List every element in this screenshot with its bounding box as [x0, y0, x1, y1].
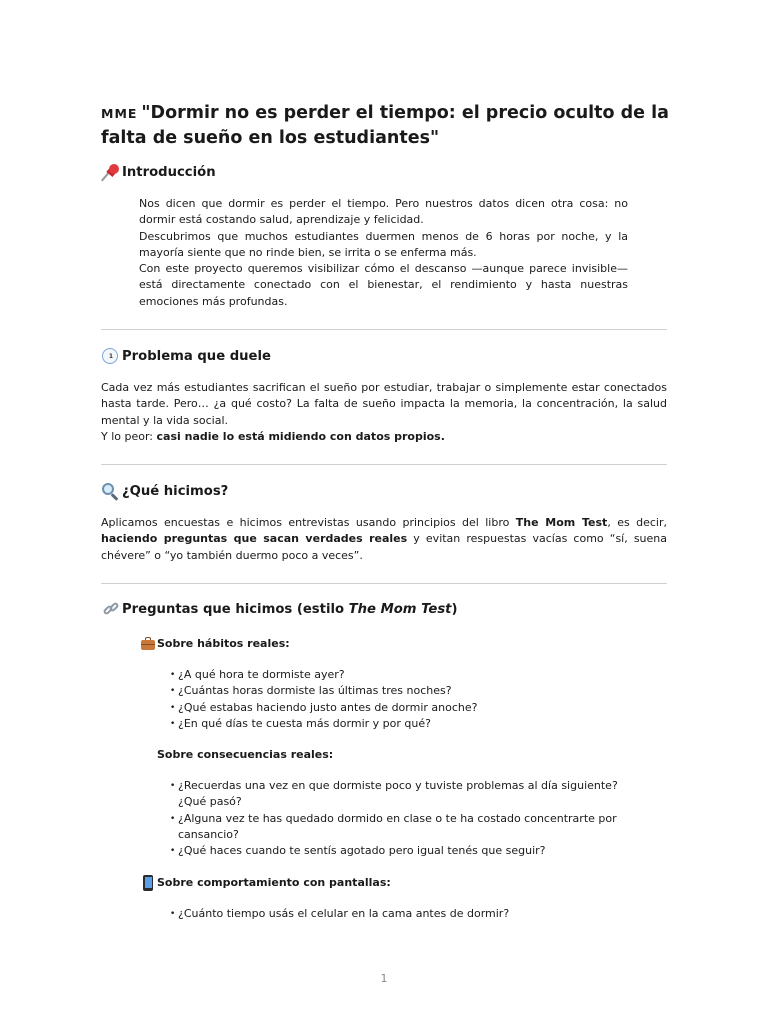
problema-heading-text: Problema que duele	[122, 349, 271, 364]
consecuencias-list	[170, 778, 625, 859]
pantallas-heading-text: Sobre comportamiento con pantallas:	[157, 876, 391, 889]
que-hicimos-heading-text: ¿Qué hicimos?	[122, 484, 229, 499]
list-item: • ¿Qué haces cuando te sentís agotado pero igual tenés que seguir?	[170, 843, 625, 859]
pantallas-list	[170, 906, 640, 922]
list-item: • ¿Qué estabas haciendo justo antes de dormir anoche?	[170, 700, 640, 716]
intro-line: Nos dicen que dormir es perder el tiempo. Pero nuestros datos dicen otra cosa: no dormir está costando salud, aprendizaje y felicidad.	[139, 197, 628, 227]
consecuencias-heading	[157, 747, 333, 763]
problema-heading	[101, 347, 271, 367]
list-item: • ¿A qué hora te dormiste ayer?	[170, 667, 640, 683]
intro-heading	[101, 163, 216, 183]
magnifying-glass-icon	[101, 482, 121, 502]
que-hicimos-paragraph: Aplicamos encuestas e hicimos entrevistas usando principios del libro The Mom Test, es decir, haciendo preguntas que sacan verdades reales y evitan respuestas vacías como “sí, suena chévere” o “yo también duermo poco a veces”.	[101, 516, 668, 562]
intro-line: Descubrimos que muchos estudiantes duermen menos de 6 horas por noche, y la mayoría siente que no rinde bien, se irrita o se enferma más.	[139, 229, 628, 259]
problema-peor-bold: casi nadie lo está midiendo con datos propios.	[156, 429, 445, 443]
habitos-heading	[140, 636, 290, 652]
consecuencias-heading-text: Sobre consecuencias reales:	[157, 748, 334, 761]
problema-text: Cada vez más estudiantes sacrifican el sueño por estudiar, trabajar o simplemente estar conectados hasta tarde. Pero… ¿a qué costo? La falta de sueño impacta la memoria, la concentración, la salud mental y la vida social.	[101, 381, 667, 427]
link-icon	[101, 600, 121, 620]
pantallas-heading	[140, 875, 391, 891]
habitos-list	[170, 667, 640, 732]
que-hicimos-heading	[101, 482, 228, 502]
page-number: 1	[380, 972, 388, 985]
list-item: • ¿Cuántas horas dormiste las últimas tres noches?	[170, 683, 640, 699]
list-item: • ¿Alguna vez te has quedado dormido en clase o te ha costado concentrarte por cansancio?	[170, 811, 625, 844]
intro-heading-text: Introducción	[122, 165, 216, 180]
title-prefix: MME	[101, 106, 138, 121]
problema-paragraph	[101, 380, 667, 445]
title-text: "Dormir no es perder el tiempo: el precio oculto de la falta de sueño en los estudiantes"	[101, 103, 669, 148]
document-title	[101, 101, 671, 150]
pushpin-icon	[101, 163, 121, 183]
clock-icon: 1	[101, 347, 121, 367]
book-title: The Mom Test	[515, 516, 608, 529]
list-item: • ¿Recuerdas una vez en que dormiste poco y tuviste problemas al día siguiente? ¿Qué pasó?	[170, 778, 625, 811]
list-item: • ¿Cuánto tiempo usás el celular en la cama antes de dormir?	[170, 906, 640, 922]
list-item: • ¿En qué días te cuesta más dormir y por qué?	[170, 716, 640, 732]
problema-peor: Y lo peor: casi nadie lo está midiendo con datos propios.	[101, 429, 445, 443]
section-divider	[101, 464, 667, 465]
habitos-heading-text: Sobre hábitos reales:	[157, 637, 290, 650]
section-divider	[101, 583, 667, 584]
emphasis-text: haciendo preguntas que sacan verdades reales	[101, 532, 408, 546]
preguntas-heading	[101, 600, 458, 620]
intro-line: Con este proyecto queremos visibilizar cómo el descanso —aunque parece invisible— está directamente conectado con el bienestar, el rendimiento y hasta nuestras emociones más profundas.	[139, 262, 628, 308]
mobile-phone-icon	[140, 875, 156, 891]
briefcase-icon	[140, 636, 156, 652]
intro-paragraph	[139, 196, 628, 310]
section-divider	[101, 329, 667, 330]
preguntas-heading-text: Preguntas que hicimos (estilo The Mom Test)	[122, 602, 458, 617]
